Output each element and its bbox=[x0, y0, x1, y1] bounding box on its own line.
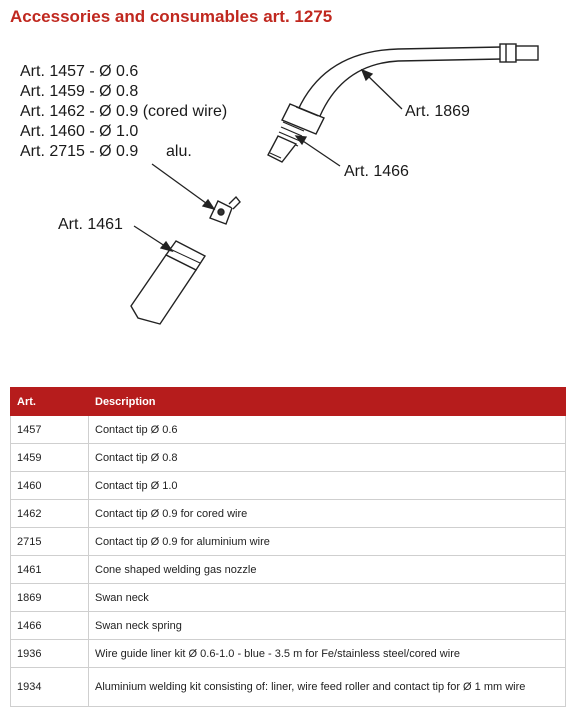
header-art: Art. bbox=[11, 388, 89, 416]
cell-description: Cone shaped welding gas nozzle bbox=[89, 556, 566, 584]
table-row bbox=[11, 612, 566, 640]
cell-art: 1466 bbox=[11, 612, 89, 640]
cell-description: Swan neck spring bbox=[89, 612, 566, 640]
table-row bbox=[11, 668, 566, 707]
cell-art: 1459 bbox=[11, 444, 89, 472]
cell-description: Contact tip Ø 1.0 bbox=[89, 472, 566, 500]
table-row bbox=[11, 528, 566, 556]
gas-nozzle-drawing bbox=[131, 241, 205, 324]
cell-art: 2715 bbox=[11, 528, 89, 556]
cell-art: 1460 bbox=[11, 472, 89, 500]
table-row bbox=[11, 444, 566, 472]
cell-art: 1461 bbox=[11, 556, 89, 584]
alu-label: alu. bbox=[166, 143, 192, 160]
callout-arrows bbox=[134, 70, 402, 251]
callout-1461: Art. 1461 bbox=[58, 216, 123, 233]
parts-table bbox=[10, 387, 566, 707]
cell-description: Wire guide liner kit Ø 0.6-1.0 - blue - 3.5 m for Fe/stainless steel/cored wire bbox=[89, 640, 566, 668]
table-row bbox=[11, 416, 566, 444]
legend-line-1457: Art. 1457 - Ø 0.6 bbox=[20, 63, 139, 80]
callout-1466: Art. 1466 bbox=[344, 163, 409, 180]
legend-line-2715: Art. 2715 - Ø 0.9 bbox=[20, 143, 139, 160]
table-row bbox=[11, 500, 566, 528]
legend-line-1462: Art. 1462 - Ø 0.9 (cored wire) bbox=[20, 103, 228, 120]
table-row bbox=[11, 640, 566, 668]
cell-art: 1934 bbox=[11, 668, 89, 707]
cell-art: 1869 bbox=[11, 584, 89, 612]
cell-description: Contact tip Ø 0.8 bbox=[89, 444, 566, 472]
callout-1869: Art. 1869 bbox=[405, 103, 470, 120]
table-row bbox=[11, 472, 566, 500]
table-row bbox=[11, 556, 566, 584]
table-header-row bbox=[11, 388, 566, 416]
cell-art: 1936 bbox=[11, 640, 89, 668]
table-row bbox=[11, 584, 566, 612]
parts-table-container bbox=[10, 387, 566, 707]
cell-art: 1457 bbox=[11, 416, 89, 444]
header-description: Description bbox=[89, 388, 566, 416]
legend-line-1460: Art. 1460 - Ø 1.0 bbox=[20, 123, 139, 140]
page-title: Accessories and consumables art. 1275 bbox=[10, 7, 333, 26]
contact-tip-drawing bbox=[210, 197, 240, 224]
cell-description: Contact tip Ø 0.9 for cored wire bbox=[89, 500, 566, 528]
cell-description: Contact tip Ø 0.6 bbox=[89, 416, 566, 444]
article-legend bbox=[20, 63, 227, 160]
cell-description: Swan neck bbox=[89, 584, 566, 612]
legend-line-1459: Art. 1459 - Ø 0.8 bbox=[20, 83, 139, 100]
cell-description: Aluminium welding kit consisting of: liner, wire feed roller and contact tip for Ø 1 mm wire bbox=[89, 668, 566, 707]
torch-parts-diagram bbox=[0, 36, 582, 366]
cell-art: 1462 bbox=[11, 500, 89, 528]
cell-description: Contact tip Ø 0.9 for aluminium wire bbox=[89, 528, 566, 556]
